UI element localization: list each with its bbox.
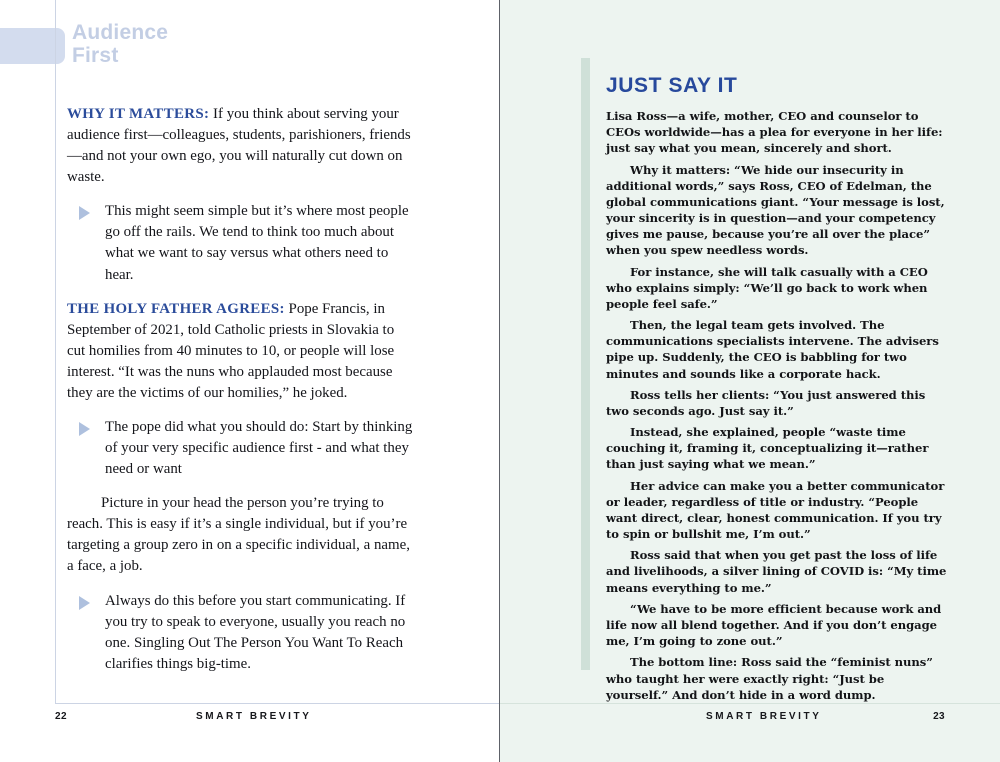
right-paragraph: The bottom line: Ross said the “feminist nuns” who taught her were exactly right: “Just be yourself.” And don’t hide in a word dump. bbox=[606, 655, 933, 702]
right-footer-book-title: SMART BREVITY bbox=[706, 711, 822, 722]
right-paragraph: Ross said that when you get past the loss of life and livelihoods, a silver lining of COVID is: “My time means everything to me.” bbox=[606, 548, 947, 595]
left-page-number: 22 bbox=[55, 711, 67, 722]
bullet-item-text: Always do this before you start communicating. If you try to speak to everyone, usually you reach no one. Singling Out The Person You Want To Reach clarifies things big-time. bbox=[105, 592, 406, 672]
right-page-number: 23 bbox=[933, 711, 945, 722]
right-paragraph: For instance, she will talk casually with a CEO who explains simply: “We’ll go back to work when people feel safe.” bbox=[606, 264, 928, 311]
right-paragraph: Her advice can make you a better communicator or leader, regardless of title or industry. “People want direct, clear, honest communication. If you try to spin or bullshit me, I’m out.” bbox=[606, 478, 945, 542]
lead-in-holy-father-agrees: THE HOLY FATHER AGREES: bbox=[67, 300, 285, 317]
paragraph-holy-father-agrees bbox=[67, 299, 415, 404]
triangle-bullet-icon bbox=[79, 422, 90, 436]
bullet-item bbox=[67, 201, 415, 285]
right-page bbox=[500, 0, 1000, 762]
chapter-title-line-1: Audience bbox=[72, 21, 169, 44]
left-page-vertical-rule bbox=[55, 0, 56, 703]
left-footer-divider bbox=[55, 703, 500, 704]
triangle-bullet-icon bbox=[79, 206, 90, 220]
bullet-item-text: The pope did what you should do: Start by thinking of your very specific audience first - and what they need or want bbox=[105, 419, 413, 478]
paragraph-picture-in-your-head: Picture in your head the person you’re trying to reach. This is easy if it’s a single individual, but if you’re targeting a group zero in on a specific individual, a name, a face, a job. bbox=[67, 495, 410, 575]
triangle-bullet-icon bbox=[79, 596, 90, 610]
right-paragraph: Lisa Ross—a wife, mother, CEO and counselor to CEOs worldwide—has a plea for everyone in her life: just say what you mean, sincerely and short. bbox=[606, 109, 943, 156]
right-page-title: JUST SAY IT bbox=[606, 74, 738, 97]
bullet-item-text: This might seem simple but it’s where most people go off the rails. We tend to think too much about what we want to say versus what others need to hear. bbox=[105, 203, 409, 283]
right-paragraph: Instead, she explained, people “waste time couching it, framing it, conceptualizing it—rather than just saying what we mean.” bbox=[606, 425, 929, 472]
left-page-body bbox=[67, 104, 415, 688]
paragraph-why-it-matters-text: If you think about serving your audience first—colleagues, students, parishioners, friends—and not your own ego, you will naturally cut down on waste. bbox=[67, 106, 411, 186]
bullet-item bbox=[67, 417, 415, 480]
right-page-accent-bar bbox=[581, 58, 590, 670]
right-paragraph: Then, the legal team gets involved. The communications specialists intervene. The advisers pipe up. Suddenly, the CEO is babbling for two minutes and sounds like a corporate hack. bbox=[606, 318, 939, 381]
page-gutter-line bbox=[499, 0, 500, 762]
right-paragraph: Ross tells her clients: “You just answered this two seconds ago. Just say it.” bbox=[606, 387, 926, 418]
right-page-body bbox=[606, 108, 949, 708]
left-footer-book-title: SMART BREVITY bbox=[196, 711, 312, 722]
chapter-title bbox=[72, 22, 168, 67]
paragraph-why-it-matters bbox=[67, 104, 415, 188]
right-paragraph: Why it matters: “We hide our insecurity in additional words,” says Ross, CEO of Edelman, the global communications giant. “Your message is lost, your sincerity is in question—and your competency gives me pause, because you’re all over the place” when you spew needless words. bbox=[606, 162, 945, 258]
bullet-item bbox=[67, 591, 415, 675]
chapter-title-line-2: First bbox=[72, 43, 119, 67]
paragraph-holy-father-agrees-text: Pope Francis, in September of 2021, told Catholic priests in Slovakia to cut homilies from 40 minutes to 10, or people will lose interest. “It was the nuns who applauded most because they are the victims of our homilies,” he joked. bbox=[67, 300, 395, 401]
lead-in-why-it-matters: WHY IT MATTERS: bbox=[67, 106, 210, 122]
right-footer-divider bbox=[500, 703, 1000, 704]
right-paragraph: “We have to be more efficient because work and life now all blend together. And if you don’t engage me, I’m going to zone out.” bbox=[606, 601, 942, 649]
